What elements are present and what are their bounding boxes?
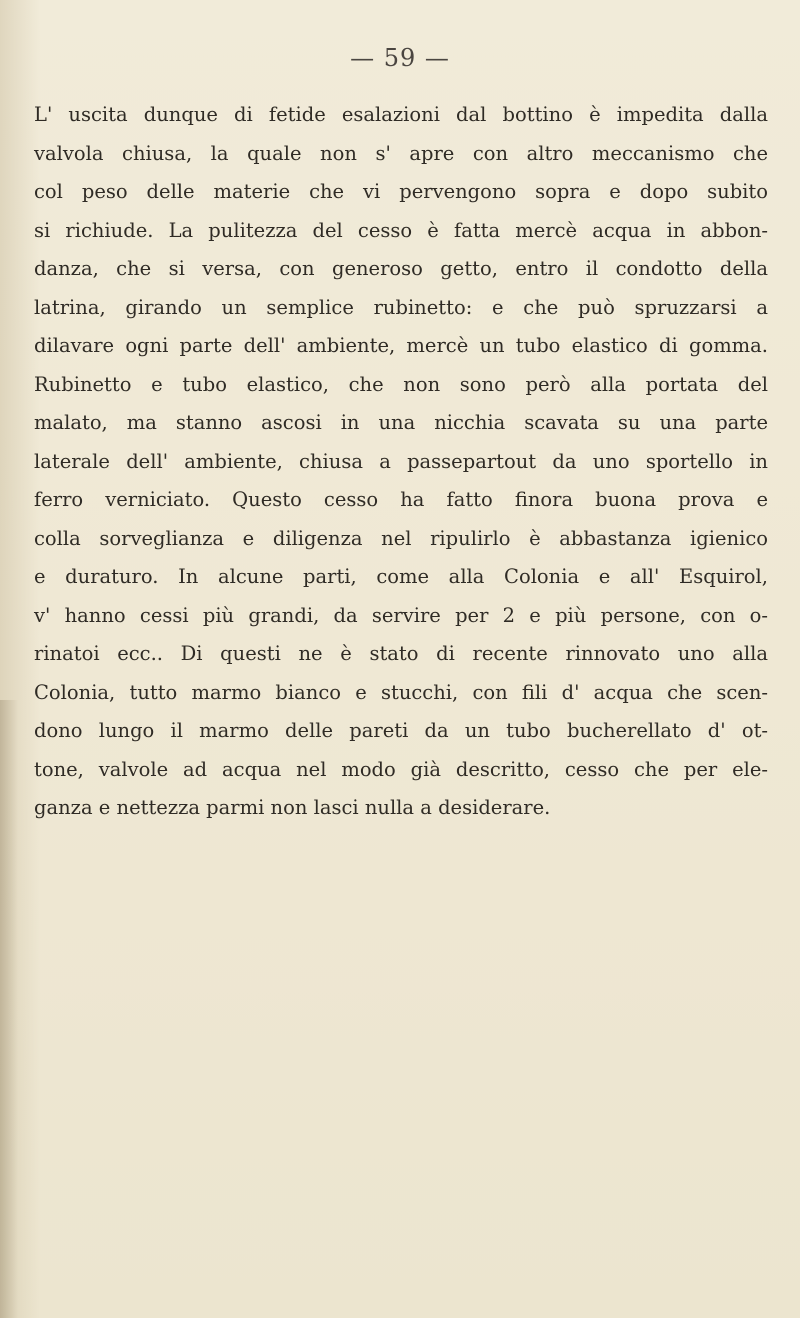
page-number: — 59 — [350,44,450,72]
text-line: malato, ma stanno ascosi in una nicchia scavata su una parte [34,411,768,434]
text-line: ganza e nettezza parmi non lasci nulla a desiderare. [34,796,551,819]
text-line: si richiude. La pulitezza del cesso è fatta mercè acqua in abbon- [34,218,768,242]
text-line: e duraturo. In alcune parti, come alla Colonia e all' Esquirol, [34,565,768,588]
text-line: Rubinetto e tubo elastico, che non sono però alla portata del [34,372,768,396]
text-line: L' uscita dunque di fetide esalazioni dal bottino è impedita dalla [34,103,768,126]
text-line: latrina, girando un semplice rubinetto: e che può spruzzarsi a [34,295,768,319]
page-edge-shadow [0,700,18,1318]
text-line: col peso delle materie che vi pervengono sopra e dopo subito [34,180,768,203]
text-line: valvola chiusa, la quale non s' apre con altro meccanismo che [34,141,768,165]
text-line: dilavare ogni parte dell' ambiente, mercè un tubo elastico di gomma. [34,334,768,357]
text-line: danza, che si versa, con generoso getto, entro il condotto della [34,257,768,280]
text-line: ferro verniciato. Questo cesso ha fatto finora buona prova e [34,488,768,511]
text-line: v' hanno cessi più grandi, da servire per 2 e più persone, con o- [34,603,768,627]
text-line: colla sorveglianza e diligenza nel ripulirlo è abbastanza igienico [34,526,768,550]
text-line: dono lungo il marmo delle pareti da un tubo bucherellato d' ot- [34,719,768,742]
text-line: Colonia, tutto marmo bianco e stucchi, con fili d' acqua che scen- [34,680,768,704]
text-line: tone, valvole ad acqua nel modo già descritto, cesso che per ele- [34,757,768,781]
body-text [34,96,768,828]
text-line: laterale dell' ambiente, chiusa a passepartout da uno sportello in [34,449,768,473]
text-line: rinatoi ecc.. Di questi ne è stato di recente rinnovato uno alla [34,642,768,665]
